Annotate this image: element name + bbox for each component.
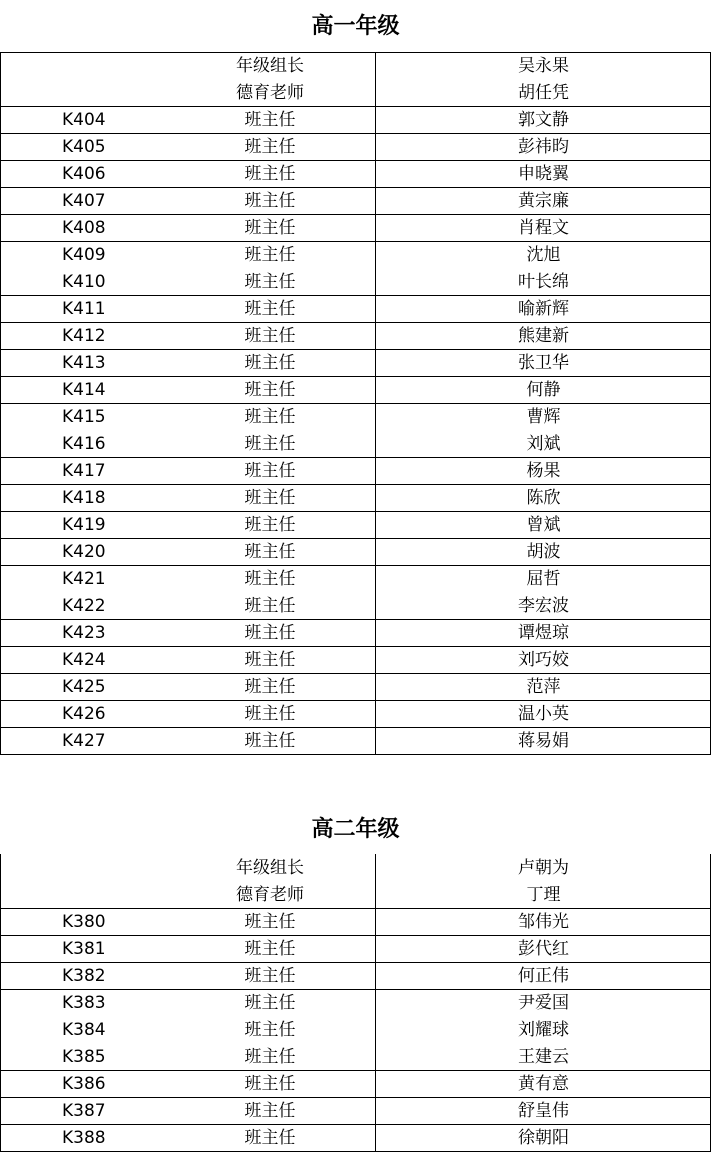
table-row bbox=[0, 936, 711, 963]
table-row bbox=[0, 53, 711, 80]
teacher-name-cell: 肖程文 bbox=[518, 218, 569, 238]
class-code-cell: K416 bbox=[62, 434, 106, 454]
table-row bbox=[0, 107, 711, 134]
teacher-name-cell: 范萍 bbox=[526, 677, 561, 697]
class-code-cell: K405 bbox=[62, 137, 106, 157]
table-gridline bbox=[0, 133, 711, 134]
table-row bbox=[0, 620, 711, 647]
teacher-name-cell: 尹爱国 bbox=[518, 993, 569, 1013]
table-gridline bbox=[0, 619, 711, 620]
class-code-cell: K404 bbox=[62, 110, 106, 130]
teacher-name-cell: 蒋易娟 bbox=[518, 731, 569, 751]
teacher-name-cell: 温小英 bbox=[518, 704, 569, 724]
teacher-name-cell: 喻新辉 bbox=[518, 299, 569, 319]
role-cell: 班主任 bbox=[244, 939, 296, 959]
table-gridline bbox=[0, 962, 711, 963]
role-cell: 班主任 bbox=[244, 1101, 296, 1121]
teacher-name-cell: 胡波 bbox=[526, 542, 561, 562]
teacher-name-cell: 李宏波 bbox=[518, 596, 569, 616]
class-code-cell: K417 bbox=[62, 461, 106, 481]
table-row bbox=[0, 1017, 711, 1044]
role-cell: 班主任 bbox=[244, 1074, 296, 1094]
class-code-cell: K422 bbox=[62, 596, 106, 616]
table-row bbox=[0, 377, 711, 404]
section-title-grade-11: 高二年级 bbox=[311, 816, 400, 842]
teacher-name-cell: 申晓翼 bbox=[518, 164, 569, 184]
table-row bbox=[0, 188, 711, 215]
table-column-border bbox=[0, 854, 1, 1151]
table-row bbox=[0, 674, 711, 701]
table-gridline bbox=[0, 1124, 711, 1125]
teacher-name-cell: 曾斌 bbox=[526, 515, 561, 535]
table-row bbox=[0, 485, 711, 512]
class-code-cell: K384 bbox=[62, 1020, 106, 1040]
class-code-cell: K410 bbox=[62, 272, 106, 292]
class-code-cell: K424 bbox=[62, 650, 106, 670]
teacher-name-cell: 黄宗廉 bbox=[518, 191, 569, 211]
class-code-cell: K420 bbox=[62, 542, 106, 562]
teacher-name-cell: 彭祎昀 bbox=[518, 137, 569, 157]
table-row bbox=[0, 855, 711, 882]
teacher-name-cell: 吴永果 bbox=[518, 56, 569, 76]
role-cell: 班主任 bbox=[244, 137, 296, 157]
table-gridline bbox=[0, 376, 711, 377]
class-code-cell: K388 bbox=[62, 1128, 106, 1148]
table-gridline bbox=[0, 52, 711, 53]
teacher-name-cell: 何静 bbox=[526, 380, 561, 400]
table-column-border bbox=[0, 52, 1, 754]
table-gridline bbox=[0, 565, 711, 566]
class-code-cell: K413 bbox=[62, 353, 106, 373]
table-gridline bbox=[0, 538, 711, 539]
class-code-cell: K419 bbox=[62, 515, 106, 535]
class-code-cell: K414 bbox=[62, 380, 106, 400]
role-cell: 班主任 bbox=[244, 912, 296, 932]
table-gridline bbox=[0, 511, 711, 512]
table-column-border bbox=[375, 854, 376, 1151]
staff-table-grade-11 bbox=[0, 854, 711, 1152]
role-cell: 班主任 bbox=[244, 596, 296, 616]
role-cell: 班主任 bbox=[244, 1020, 296, 1040]
class-code-cell: K427 bbox=[62, 731, 106, 751]
class-code-cell: K425 bbox=[62, 677, 106, 697]
class-code-cell: K426 bbox=[62, 704, 106, 724]
table-gridline bbox=[0, 484, 711, 485]
role-cell: 班主任 bbox=[244, 1047, 296, 1067]
teacher-name-cell: 陈欣 bbox=[526, 488, 561, 508]
table-column-border bbox=[375, 52, 376, 754]
teacher-name-cell: 彭代红 bbox=[518, 939, 569, 959]
table-gridline bbox=[0, 349, 711, 350]
role-cell: 班主任 bbox=[244, 272, 296, 292]
table-row bbox=[0, 350, 711, 377]
table-gridline bbox=[0, 673, 711, 674]
table-row bbox=[0, 593, 711, 620]
teacher-name-cell: 郭文静 bbox=[518, 110, 569, 130]
teacher-name-cell: 屈哲 bbox=[526, 569, 561, 589]
role-cell: 班主任 bbox=[244, 434, 296, 454]
teacher-name-cell: 沈旭 bbox=[526, 245, 561, 265]
table-row bbox=[0, 539, 711, 566]
table-gridline bbox=[0, 989, 711, 990]
class-code-cell: K412 bbox=[62, 326, 106, 346]
role-cell: 班主任 bbox=[244, 461, 296, 481]
class-code-cell: K387 bbox=[62, 1101, 106, 1121]
table-gridline bbox=[0, 1070, 711, 1071]
table-row bbox=[0, 215, 711, 242]
teacher-name-cell: 叶长绵 bbox=[518, 272, 569, 292]
teacher-name-cell: 刘巧姣 bbox=[518, 650, 569, 670]
class-code-cell: K381 bbox=[62, 939, 106, 959]
table-gridline bbox=[0, 935, 711, 936]
teacher-name-cell: 邹伟光 bbox=[518, 912, 569, 932]
table-gridline bbox=[0, 322, 711, 323]
table-gridline bbox=[0, 187, 711, 188]
teacher-name-cell: 刘耀球 bbox=[518, 1020, 569, 1040]
table-row bbox=[0, 134, 711, 161]
class-code-cell: K383 bbox=[62, 993, 106, 1013]
class-code-cell: K423 bbox=[62, 623, 106, 643]
class-code-cell: K408 bbox=[62, 218, 106, 238]
table-row bbox=[0, 990, 711, 1017]
table-row bbox=[0, 1071, 711, 1098]
teacher-name-cell: 张卫华 bbox=[518, 353, 569, 373]
role-cell: 班主任 bbox=[244, 164, 296, 184]
teacher-name-cell: 徐朝阳 bbox=[518, 1128, 569, 1148]
table-row bbox=[0, 1125, 711, 1152]
table-gridline bbox=[0, 1097, 711, 1098]
staff-table-grade-10 bbox=[0, 52, 711, 755]
table-row bbox=[0, 512, 711, 539]
teacher-name-cell: 熊建新 bbox=[518, 326, 569, 346]
table-row bbox=[0, 458, 711, 485]
table-row bbox=[0, 647, 711, 674]
class-code-cell: K407 bbox=[62, 191, 106, 211]
role-cell: 德育老师 bbox=[236, 83, 304, 103]
role-cell: 班主任 bbox=[244, 704, 296, 724]
role-cell: 班主任 bbox=[244, 731, 296, 751]
table-gridline bbox=[0, 727, 711, 728]
class-code-cell: K421 bbox=[62, 569, 106, 589]
table-gridline bbox=[0, 241, 711, 242]
table-row bbox=[0, 80, 711, 107]
table-row bbox=[0, 728, 711, 755]
class-code-cell: K418 bbox=[62, 488, 106, 508]
class-code-cell: K406 bbox=[62, 164, 106, 184]
role-cell: 班主任 bbox=[244, 966, 296, 986]
table-row bbox=[0, 431, 711, 458]
role-cell: 年级组长 bbox=[236, 858, 304, 878]
role-cell: 班主任 bbox=[244, 191, 296, 211]
role-cell: 班主任 bbox=[244, 542, 296, 562]
teacher-name-cell: 王建云 bbox=[518, 1047, 569, 1067]
role-cell: 班主任 bbox=[244, 1128, 296, 1148]
role-cell: 班主任 bbox=[244, 488, 296, 508]
table-gridline bbox=[0, 908, 711, 909]
class-code-cell: K385 bbox=[62, 1047, 106, 1067]
teacher-name-cell: 刘斌 bbox=[526, 434, 561, 454]
class-code-cell: K386 bbox=[62, 1074, 106, 1094]
table-row bbox=[0, 963, 711, 990]
table-gridline bbox=[0, 646, 711, 647]
table-gridline bbox=[0, 403, 711, 404]
teacher-name-cell: 卢朝为 bbox=[518, 858, 569, 878]
table-gridline bbox=[0, 457, 711, 458]
role-cell: 班主任 bbox=[244, 326, 296, 346]
class-code-cell: K411 bbox=[62, 299, 106, 319]
teacher-name-cell: 丁理 bbox=[526, 885, 561, 905]
table-gridline bbox=[0, 754, 711, 755]
role-cell: 年级组长 bbox=[236, 56, 304, 76]
table-row bbox=[0, 1098, 711, 1125]
role-cell: 班主任 bbox=[244, 569, 296, 589]
teacher-name-cell: 胡任凭 bbox=[518, 83, 569, 103]
role-cell: 班主任 bbox=[244, 407, 296, 427]
role-cell: 班主任 bbox=[244, 353, 296, 373]
role-cell: 班主任 bbox=[244, 218, 296, 238]
role-cell: 班主任 bbox=[244, 299, 296, 319]
role-cell: 班主任 bbox=[244, 677, 296, 697]
table-row bbox=[0, 404, 711, 431]
table-gridline bbox=[0, 214, 711, 215]
role-cell: 班主任 bbox=[244, 623, 296, 643]
role-cell: 班主任 bbox=[244, 515, 296, 535]
teacher-name-cell: 黄有意 bbox=[518, 1074, 569, 1094]
role-cell: 德育老师 bbox=[236, 885, 304, 905]
table-gridline bbox=[0, 160, 711, 161]
table-row bbox=[0, 161, 711, 188]
teacher-name-cell: 曹辉 bbox=[526, 407, 561, 427]
table-row bbox=[0, 296, 711, 323]
teacher-name-cell: 杨果 bbox=[526, 461, 561, 481]
section-title-grade-10: 高一年级 bbox=[311, 13, 400, 39]
table-gridline bbox=[0, 106, 711, 107]
class-code-cell: K380 bbox=[62, 912, 106, 932]
table-row bbox=[0, 701, 711, 728]
class-code-cell: K415 bbox=[62, 407, 106, 427]
role-cell: 班主任 bbox=[244, 110, 296, 130]
role-cell: 班主任 bbox=[244, 993, 296, 1013]
role-cell: 班主任 bbox=[244, 380, 296, 400]
table-row bbox=[0, 909, 711, 936]
table-row bbox=[0, 566, 711, 593]
teacher-name-cell: 舒皇伟 bbox=[518, 1101, 569, 1121]
class-code-cell: K409 bbox=[62, 245, 106, 265]
table-row bbox=[0, 323, 711, 350]
table-gridline bbox=[0, 295, 711, 296]
teacher-name-cell: 何正伟 bbox=[518, 966, 569, 986]
table-row bbox=[0, 1044, 711, 1071]
class-code-cell: K382 bbox=[62, 966, 106, 986]
table-gridline bbox=[0, 700, 711, 701]
table-row bbox=[0, 242, 711, 269]
table-row bbox=[0, 882, 711, 909]
teacher-name-cell: 谭煜琼 bbox=[518, 623, 569, 643]
table-row bbox=[0, 269, 711, 296]
role-cell: 班主任 bbox=[244, 650, 296, 670]
role-cell: 班主任 bbox=[244, 245, 296, 265]
